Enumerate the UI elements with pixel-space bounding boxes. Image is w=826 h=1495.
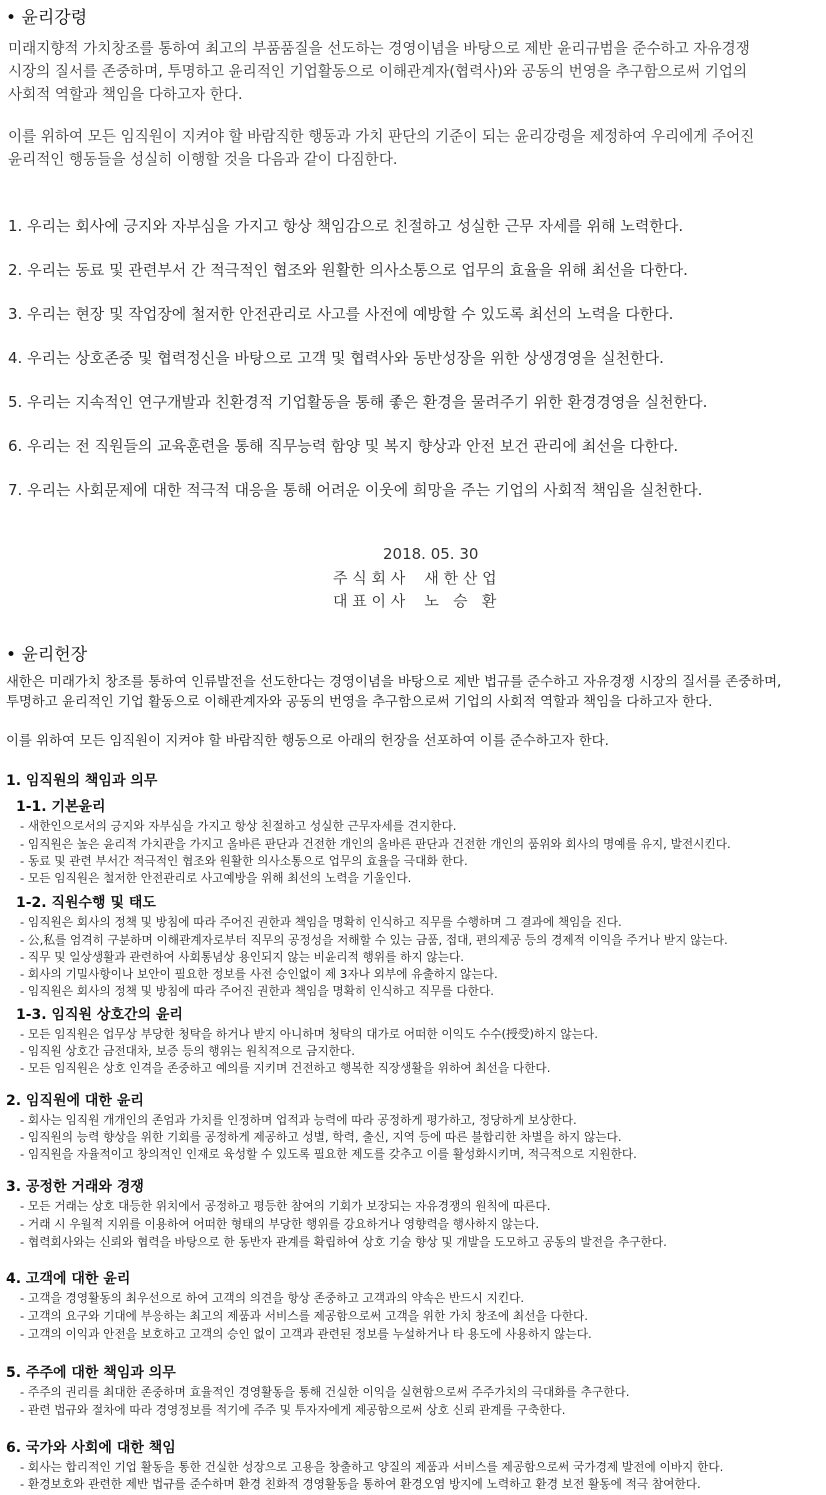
- charter-item: - 회사의 기밀사항이나 보안이 필요한 정보를 사전 승인없이 제 3자나 외부에 유출하지 않는다.: [20, 967, 498, 981]
- charter-item: - 새한인으로서의 긍지와 자부심을 가지고 항상 친절하고 성실한 근무자세를 견지한다.: [20, 819, 457, 833]
- ethics-charter-intro-line: 투명하고 윤리적인 기업 활동으로 이해관계자와 공동의 번영을 추구함으로써 기업의 사회적 역할과 책임을 다하고자 한다.: [6, 695, 713, 710]
- charter-item: - 동료 및 관련 부서간 적극적인 협조와 원활한 의사소통으로 업무의 효율을 극대화 한다.: [20, 854, 468, 868]
- ceo-name: 대 표 이 사 노 승 환: [333, 592, 497, 610]
- ethics-code-intro-line: 사회적 역할과 책임을 다하고자 한다.: [8, 86, 243, 103]
- pledge-item: 6. 우리는 전 직원들의 교육훈련을 통해 직무능력 함양 및 복지 향상과 안전 보건 관리에 최선을 다한다.: [8, 437, 679, 455]
- charter-item: - 임직원은 회사의 정책 및 방침에 따라 주어진 권한과 책임을 명확히 인식하고 직무를 다한다.: [20, 984, 494, 998]
- section-heading: 5. 주주에 대한 책임과 의무: [6, 1365, 176, 1381]
- subsection-heading: 1-2. 직원수행 및 태도: [16, 895, 156, 911]
- charter-item: - 모든 임직원은 상호 인격을 존중하고 예의를 지키며 건전하고 행복한 직장생활을 위하여 최선을 다한다.: [20, 1061, 551, 1075]
- charter-item: - 임직원은 높은 윤리적 가치관을 가지고 올바른 판단과 건전한 개인의 올바른 판단과 건전한 개인의 품위와 회사의 명예를 유지, 발전시킨다.: [20, 837, 731, 851]
- ethics-code-intro-line: 이를 위하여 모든 임직원이 지켜야 할 바람직한 행동과 가치 판단의 기준이 되는 윤리강령을 제정하여 우리에게 주어진: [8, 128, 755, 145]
- ethics-charter-title: • 윤리헌장: [6, 645, 88, 665]
- charter-item: - 모든 거래는 상호 대등한 위치에서 공정하고 평등한 참여의 기회가 보장되는 자유경쟁의 원칙에 따른다.: [20, 1199, 551, 1213]
- pledge-item: 2. 우리는 동료 및 관련부서 간 적극적인 협조와 원활한 의사소통으로 업무의 효율을 위해 최선을 다한다.: [8, 261, 688, 279]
- company-name: 주 식 회 사 새 한 산 업: [333, 569, 497, 587]
- charter-item: - 임직원은 회사의 정책 및 방침에 따라 주어진 권한과 책임을 명확히 인식하고 직무를 수행하며 그 결과에 책임을 진다.: [20, 915, 622, 929]
- section-heading: 6. 국가와 사회에 대한 책임: [6, 1440, 176, 1456]
- ethics-charter-intro-line: 새한은 미래가치 창조를 통하여 인류발전을 선도한다는 경영이념을 바탕으로 제반 법규를 준수하고 자유경쟁 시장의 질서를 존중하며,: [6, 675, 782, 690]
- charter-item: - 임직원 상호간 금전대차, 보증 등의 행위는 원칙적으로 금지한다.: [20, 1044, 355, 1058]
- charter-item: - 임직원을 자율적이고 창의적인 인재로 육성할 수 있도록 필요한 제도를 갖추고 이를 활성화시키며, 적극적으로 지원한다.: [20, 1147, 637, 1161]
- section-heading: 4. 고객에 대한 윤리: [6, 1271, 131, 1287]
- charter-item: - 환경보호와 관련한 제반 법규를 준수하며 환경 친화적 경영활동을 통하여 환경오염 방지에 노력하고 환경 보전 활동에 적극 참여한다.: [20, 1477, 701, 1491]
- charter-item: - 회사는 임직원 개개인의 존엄과 가치를 인정하며 업적과 능력에 따라 공정하게 평가하고, 정당하게 보상한다.: [20, 1113, 577, 1127]
- pledge-item: 7. 우리는 사회문제에 대한 적극적 대응을 통해 어려운 이웃에 희망을 주는 기업의 사회적 책임을 실천한다.: [8, 481, 703, 499]
- charter-item: - 협력회사와는 신뢰와 협력을 바탕으로 한 동반자 관계를 확립하여 상호 기술 향상 및 개발을 도모하고 공동의 발전을 추구한다.: [20, 1235, 667, 1249]
- charter-item: - 거래 시 우월적 지위를 이용하여 어떠한 형태의 부당한 행위를 강요하거나 영향력을 행사하지 않는다.: [20, 1217, 540, 1231]
- charter-item: - 관련 법규와 절차에 따라 경영정보를 적기에 주주 및 투자자에게 제공함으로써 상호 신뢰 관계를 구축한다.: [20, 1403, 566, 1417]
- ethics-code-intro-line: 윤리적인 행동들을 성실히 이행할 것을 다음과 같이 다짐한다.: [8, 151, 398, 168]
- section-heading: 1. 임직원의 책임과 의무: [6, 773, 158, 789]
- charter-item: - 회사는 합리적인 기업 활동을 통한 건실한 성장으로 고용을 창출하고 양질의 제품과 서비스를 제공함으로써 국가경제 발전에 이바지 한다.: [20, 1460, 724, 1474]
- charter-item: - 고객의 이익과 안전을 보호하고 고객의 승인 없이 고객과 관련된 정보를 누설하거나 타 용도에 사용하지 않는다.: [20, 1327, 592, 1341]
- pledge-item: 5. 우리는 지속적인 연구개발과 친환경적 기업활동을 통해 좋은 환경을 물려주기 위한 환경경영을 실천한다.: [8, 393, 708, 411]
- ethics-charter-intro-line: 이를 위하여 모든 임직원이 지켜야 할 바람직한 행동으로 아래의 헌장을 선포하여 이를 준수하고자 한다.: [6, 734, 609, 749]
- charter-item: - 주주의 권리를 최대한 존중하며 효율적인 경영활동을 통해 건실한 이익을 실현함으로써 주주가치의 극대화를 추구한다.: [20, 1385, 630, 1399]
- charter-item: - 고객의 요구와 기대에 부응하는 최고의 제품과 서비스를 제공함으로써 고객을 위한 가치 창조에 최선을 다한다.: [20, 1309, 589, 1323]
- charter-item: - 모든 임직원은 철저한 안전관리로 사고예방을 위해 최선의 노력을 기울인다.: [20, 871, 412, 885]
- charter-item: - 직무 및 일상생활과 관련하여 사회통념상 용인되지 않는 비윤리적 행위를 하지 않는다.: [20, 950, 464, 964]
- subsection-heading: 1-1. 기본윤리: [16, 799, 106, 815]
- section-heading: 3. 공정한 거래와 경쟁: [6, 1179, 144, 1195]
- ethics-code-intro-line: 시장의 질서를 존중하며, 투명하고 윤리적인 기업활동으로 이해관계자(협력사)와 공동의 번영을 추구함으로써 기업의: [8, 63, 748, 80]
- charter-item: - 모든 임직원은 업무상 부당한 청탁을 하거나 받지 아니하며 청탁의 대가로 어떠한 이익도 수수(授受)하지 않는다.: [20, 1027, 598, 1041]
- pledge-item: 1. 우리는 회사에 긍지와 자부심을 가지고 항상 책임감으로 친절하고 성실한 근무 자세를 위해 노력한다.: [8, 217, 684, 235]
- charter-item: - 임직원의 능력 향상을 위한 기회를 공정하게 제공하고 성별, 학력, 출신, 지역 등에 따른 불합리한 차별을 하지 않는다.: [20, 1130, 622, 1144]
- charter-item: - 고객을 경영활동의 최우선으로 하여 고객의 의견을 항상 존중하고 고객과의 약속은 반드시 지킨다.: [20, 1291, 525, 1305]
- subsection-heading: 1-3. 임직원 상호간의 윤리: [16, 1007, 183, 1023]
- pledge-item: 4. 우리는 상호존중 및 협력정신을 바탕으로 고객 및 협력사와 동반성장을 위한 상생경영을 실천한다.: [8, 349, 664, 367]
- ethics-code-title: • 윤리강령: [6, 8, 88, 28]
- ethics-code-intro-line: 미래지향적 가치창조를 통하여 최고의 부품품질을 선도하는 경영이념을 바탕으로 제반 윤리규범을 준수하고 자유경쟁: [8, 40, 750, 57]
- charter-item: - 公,私를 엄격히 구분하며 이해관계자로부터 직무의 공정성을 저해할 수 있는 금품, 접대, 편의제공 등의 경제적 이익을 주거나 받지 않는다.: [20, 933, 728, 947]
- section-heading: 2. 임직원에 대한 윤리: [6, 1093, 144, 1109]
- declaration-date: 2018. 05. 30: [383, 545, 479, 563]
- pledge-item: 3. 우리는 현장 및 작업장에 철저한 안전관리로 사고를 사전에 예방할 수 있도록 최선의 노력을 다한다.: [8, 305, 674, 323]
